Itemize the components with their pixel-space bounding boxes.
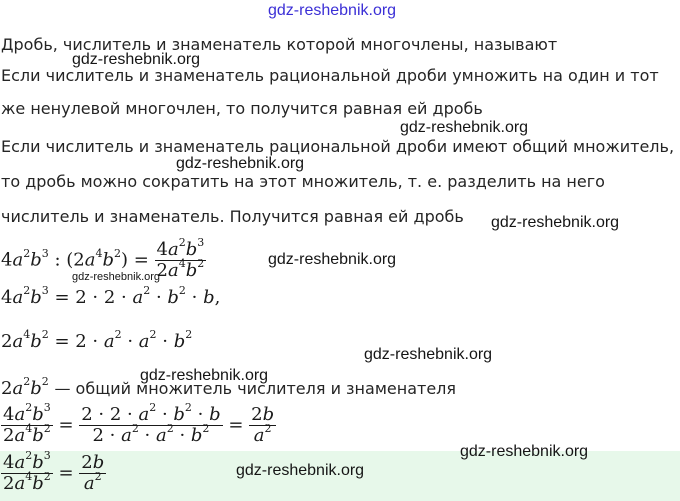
watermark: gdz-reshebnik.org [460,443,589,460]
fraction: $\frac{2b}{a^2}$ [81,452,105,494]
fraction: $\frac{4a^2b^3}{2a^4b^2}$ [156,236,205,281]
watermark: gdz-reshebnik.org [400,119,529,136]
text-line-6: числитель и знаменатель. Получится равная ей дробь [1,207,464,226]
math-numerator-expansion: $4a^2b^3 = 2 \cdot 2 \cdot a^2 \cdot b^2 \cdot b$, [1,284,221,308]
common-factor-text: — общий множитель числителя и знаменателя [54,379,457,398]
fraction: $\frac{2 \cdot 2 \cdot a^2 \cdot b^2 \cdot b}{2 \cdot a^2 \cdot a^2 \cdot b^2}$ [81,401,221,446]
watermark: gdz-reshebnik.org [72,51,201,68]
text-line-2: Если числитель и знаменатель рациональной дроби умножить на один и тот [1,66,659,85]
fraction: $\frac{4a^2b^3}{2a^4b^2}$ [3,401,51,446]
watermark: gdz-reshebnik.org [236,462,365,479]
text-line-1: Дробь, числитель и знаменатель которой многочлены, называют [1,35,558,54]
fraction: $\frac{4a^2b^3}{2a^4b^2}$ [3,449,51,494]
watermark: gdz-reshebnik.org [268,251,397,268]
math-division: $4a^2b^3$ : $(2a^4b^2)$ = $\frac{4a^2b^3}{2a^4b^2}$ [1,236,205,281]
watermark: gdz-reshebnik.org [176,155,305,172]
text-line-3: же ненулевой многочлен, то получится равная ей дробь [1,99,483,118]
watermark: gdz-reshebnik.org [491,214,620,231]
text-line-5: то дробь можно сократить на этот множитель, т. е. разделить на него [1,172,605,191]
text-line-4: Если числитель и знаменатель рациональной дроби имеют общий множитель, [1,137,675,156]
math-answer: $\frac{4a^2b^3}{2a^4b^2}$ = $\frac{2b}{a^2}$ [3,449,105,494]
watermark: gdz-reshebnik.org [268,2,397,19]
math-common-factor: $2a^2b^2$ — общий множитель числителя и знаменателя [1,375,457,399]
watermark: gdz-reshebnik.org [364,346,493,363]
math-denominator-expansion: $2a^4b^2 = 2 \cdot a^2 \cdot a^2 \cdot b^2$ [1,328,193,352]
math-reduction: $\frac{4a^2b^3}{2a^4b^2}$ = $\frac{2 \cdot 2 \cdot a^2 \cdot b^2 \cdot b}{2 \cdot a^2 \cdot a^2 \cdot b^2}$ = $\frac{2b}{a^2}$ [3,401,275,446]
fraction: $\frac{2b}{a^2}$ [251,404,275,446]
watermark: gdz-reshebnik.org [72,271,161,283]
watermark: gdz-reshebnik.org [140,367,269,384]
